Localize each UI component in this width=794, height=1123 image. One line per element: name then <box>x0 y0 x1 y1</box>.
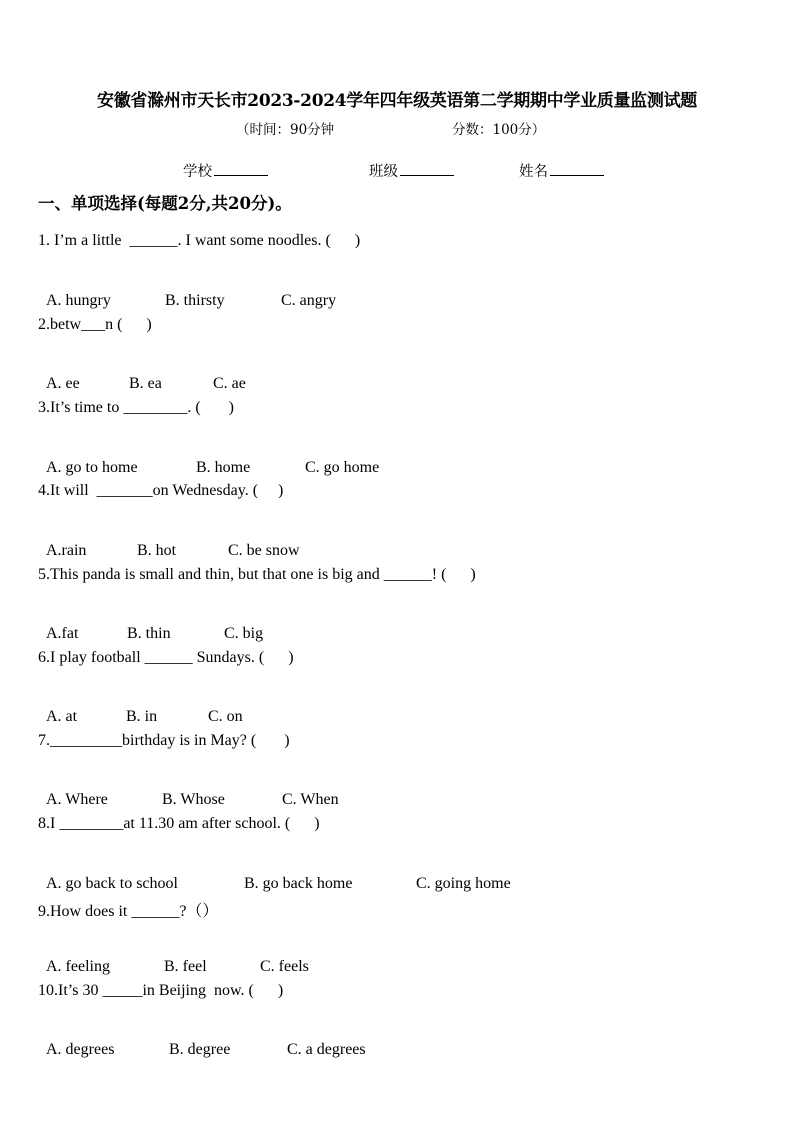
option-b: B. hot <box>137 542 177 559</box>
school-blank <box>214 161 268 176</box>
question-3: 3.It’s time to ________. ( ) <box>38 399 234 416</box>
options-5 <box>38 607 263 643</box>
options-9 <box>38 940 309 976</box>
option-a: A. ee <box>46 375 80 392</box>
option-a: A.rain <box>46 542 87 559</box>
name-field <box>519 160 604 181</box>
question-10: 10.It’s 30 _____in Beijing now. ( ) <box>38 982 284 999</box>
class-blank <box>400 161 454 176</box>
exam-time: （时间：90分钟 <box>236 122 335 138</box>
option-c: C. be snow <box>228 542 300 559</box>
options-3 <box>38 441 379 477</box>
option-a: A. Where <box>46 791 108 808</box>
question-2: 2.betw___n ( ) <box>38 316 152 333</box>
option-c: C. go home <box>305 459 380 476</box>
page-title: 安徽省滁州市天长市2023-2024学年四年级英语第二学期期中学业质量监测试题 <box>97 91 697 111</box>
option-c: C. going home <box>416 875 511 892</box>
question-4: 4.It will _______on Wednesday. ( ) <box>38 482 284 499</box>
options-6 <box>38 690 243 726</box>
option-b: B. thirsty <box>165 292 225 309</box>
option-a: A. go back to school <box>46 875 178 892</box>
option-b: B. go back home <box>244 875 353 892</box>
options-2 <box>38 357 246 393</box>
options-7 <box>38 773 339 809</box>
name-blank <box>550 161 604 176</box>
option-b: B. in <box>126 708 158 725</box>
question-1: 1. I’m a little ______. I want some noodles. ( ) <box>38 232 361 249</box>
school-field <box>183 160 268 181</box>
option-a: A. feeling <box>46 958 110 975</box>
school-label: 学校 <box>183 164 212 180</box>
option-c: C. on <box>208 708 243 725</box>
option-a: A. hungry <box>46 292 111 309</box>
option-a: A.fat <box>46 625 79 642</box>
class-field <box>369 160 454 181</box>
option-c: C. ae <box>213 375 246 392</box>
name-label: 姓名 <box>519 164 548 180</box>
options-10 <box>38 1023 366 1059</box>
section-title: 一、单项选择(每题2分,共20分)。 <box>38 194 292 213</box>
exam-score: 分数：100分） <box>452 122 546 138</box>
question-7: 7._________birthday is in May? ( ) <box>38 732 290 749</box>
options-1 <box>38 274 336 310</box>
question-9: 9.How does it ______?（） <box>38 903 219 920</box>
question-6: 6.I play football ______ Sundays. ( ) <box>38 649 294 666</box>
option-b: B. ea <box>129 375 162 392</box>
option-a: A. degrees <box>46 1041 115 1058</box>
option-b: B. Whose <box>162 791 225 808</box>
class-label: 班级 <box>369 164 398 180</box>
question-8: 8.I ________at 11.30 am after school. ( ) <box>38 815 320 832</box>
options-4 <box>38 524 300 560</box>
option-c: C. feels <box>260 958 309 975</box>
option-c: C. big <box>224 625 264 642</box>
question-5: 5.This panda is small and thin, but that one is big and ______! ( ) <box>38 566 476 583</box>
option-c: C. angry <box>281 292 337 309</box>
option-a: A. go to home <box>46 459 138 476</box>
option-c: C. a degrees <box>287 1041 366 1058</box>
option-b: B. home <box>196 459 251 476</box>
option-c: C. When <box>282 791 339 808</box>
option-b: B. degree <box>169 1041 231 1058</box>
option-b: B. thin <box>127 625 171 642</box>
option-b: B. feel <box>164 958 207 975</box>
option-a: A. at <box>46 708 78 725</box>
options-8 <box>38 857 511 893</box>
